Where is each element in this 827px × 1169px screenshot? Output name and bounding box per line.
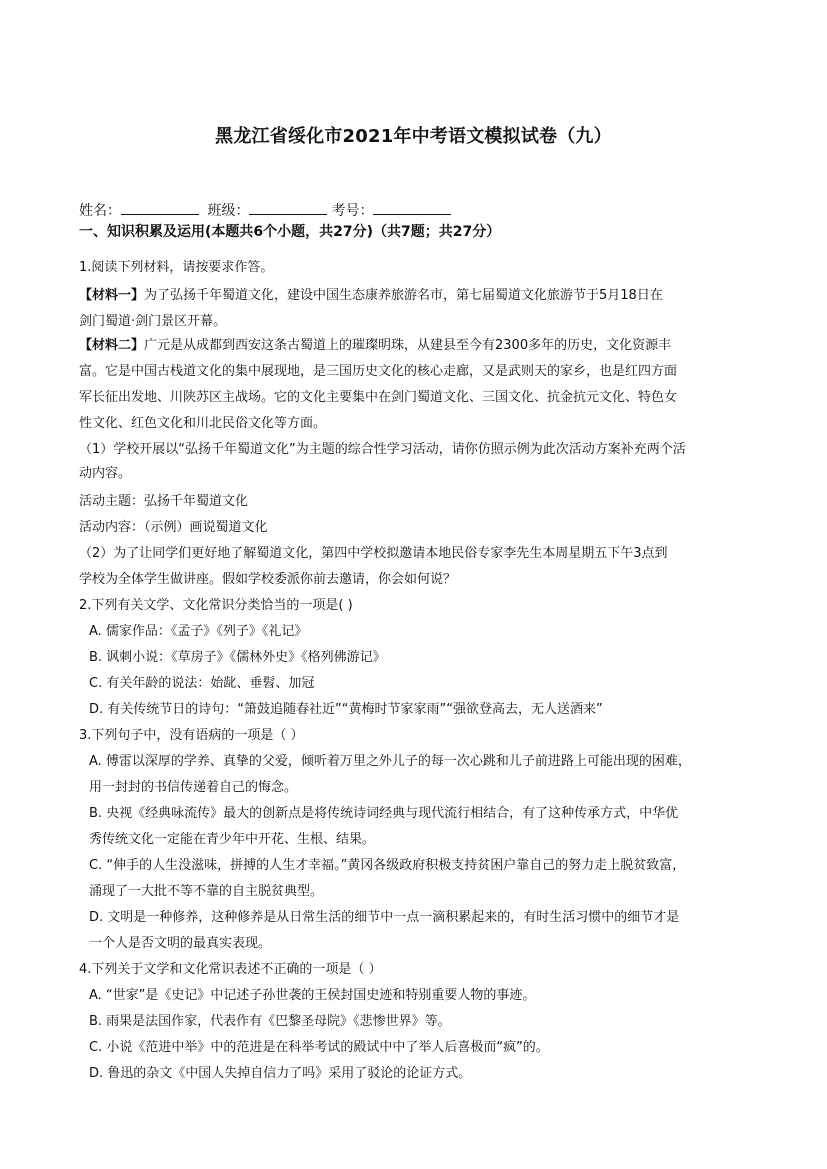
class-label: 班级： xyxy=(207,203,250,219)
material2-tag: 【材料二】 xyxy=(79,338,145,353)
q2-option-a[interactable]: A. 儒家作品：《孟子》《列子》《礼记》 xyxy=(89,624,308,639)
q3-option-d-cont: 一个人是否文明的最真实表现。 xyxy=(89,936,272,951)
material2-text: 广元是从成都到西安这条古蜀道上的璀璨明珠，从建县至今有2300多年的历史，文化资源丰 xyxy=(144,338,672,353)
q4-option-c[interactable]: C. 小说《范进中举》中的范进是在科举考试的殿试中中了举人后喜极而“疯”的。 xyxy=(89,1040,549,1055)
q1-material2-line3: 军长征出发地、川陕苏区主战场。它的文化主要集中在剑门蜀道文化、三国文化、抗金抗元文化、特色女 xyxy=(79,390,678,405)
q3-option-b[interactable]: B. 央视《经典咏流传》最大的创新点是将传统诗词经典与现代流行相结合，有了这种传承方式，中华优 xyxy=(89,806,679,821)
q3-option-b-cont: 秀传统文化一定能在青少年中开花、生根、结果。 xyxy=(89,832,376,847)
q1-part2-line1: （2）为了让同学们更好地了解蜀道文化，第四中学校拟邀请本地民俗专家李先生本周星期五下午3点到 xyxy=(79,546,668,561)
exam-no-blank[interactable] xyxy=(373,200,451,215)
q3-stem: 3.下列句子中，没有语病的一项是（ ） xyxy=(79,728,304,743)
q1-material2-line1 xyxy=(79,336,759,356)
name-label: 姓名： xyxy=(79,203,121,219)
material1-text: 为了弘扬千年蜀道文化，建设中国生态康养旅游名市，第七届蜀道文化旅游节于5月18日在 xyxy=(144,288,663,303)
q3-option-a-cont: 用一封封的书信传递着自己的悔念。 xyxy=(89,780,298,795)
q1-material1-line2: 剑门蜀道·剑门景区开幕。 xyxy=(79,314,227,329)
q3-option-c-cont: 涌现了一大批不等不靠的自主脱贫典型。 xyxy=(89,884,324,899)
section-heading: 一、知识积累及运用(本题共6个小题，共27分)（共7题；共27分） xyxy=(79,224,501,240)
q4-option-b[interactable]: B. 雨果是法国作家，代表作有《巴黎圣母院》《悲惨世界》等。 xyxy=(89,1014,451,1029)
q1-part1-line1: （1）学校开展以“弘扬千年蜀道文化”为主题的综合性学习活动，请你仿照示例为此次活动方案补充两个活 xyxy=(79,442,686,457)
q1-material2-line4: 性文化、红色文化和川北民俗文化等方面。 xyxy=(79,416,327,431)
q2-option-c[interactable]: C. 有关年龄的说法：始龀、垂髫、加冠 xyxy=(89,676,315,691)
class-blank[interactable] xyxy=(249,200,327,215)
q3-option-a[interactable]: A. 傅雷以深厚的学养、真挚的父爱，倾听着万里之外儿子的每一次心跳和儿子前进路上可能出现的困难， xyxy=(89,754,691,769)
q1-activity-content: 活动内容：（示例）画说蜀道文化 xyxy=(79,520,268,535)
q1-part2-line2: 学校为全体学生做讲座。假如学校委派你前去邀请，你会如何说？ xyxy=(79,572,457,587)
q1-activity-theme: 活动主题：弘扬千年蜀道文化 xyxy=(79,494,249,509)
student-info-row xyxy=(79,200,759,221)
q3-option-c[interactable]: C. “伸手的人生没滋味，拼搏的人生才幸福。”黄冈各级政府积极支持贫困户靠自己的努力走上脱贫致富， xyxy=(89,858,686,873)
q1-material1-line1 xyxy=(79,286,759,306)
name-blank[interactable] xyxy=(121,200,199,215)
q1-stem: 1.阅读下列材料，请按要求作答。 xyxy=(79,260,274,275)
q2-option-d[interactable]: D. 有关传统节日的诗句：“箫鼓追随春社近”“黄梅时节家家雨”“强欲登高去，无人送酒来” xyxy=(89,702,603,717)
q3-option-d[interactable]: D. 文明是一种修养，这种修养是从日常生活的细节中一点一滴积累起来的，有时生活习惯中的细节才是 xyxy=(89,910,680,925)
q4-stem: 4.下列关于文学和文化常识表述不正确的一项是（ ） xyxy=(79,962,382,977)
exam-title: 黑龙江省绥化市2021年中考语文模拟试卷（九） xyxy=(215,126,612,147)
q2-stem: 2.下列有关文学、文化常识分类恰当的一项是( ) xyxy=(79,598,353,613)
q1-material2-line2: 富。它是中国古栈道文化的集中展现地，是三国历史文化的核心走廊，又是武则天的家乡，也是红四方面 xyxy=(79,364,678,379)
material1-tag: 【材料一】 xyxy=(79,288,145,303)
q4-option-d[interactable]: D. 鲁迅的杂文《中国人失掉自信力了吗》采用了驳论的论证方式。 xyxy=(89,1066,472,1081)
exam-no-label: 考号： xyxy=(331,203,374,219)
q4-option-a[interactable]: A. “世家”是《史记》中记述子孙世袭的王侯封国史迹和特别重要人物的事迹。 xyxy=(89,988,536,1003)
q1-part1-line2: 动内容。 xyxy=(79,466,132,481)
q2-option-b[interactable]: B. 讽刺小说：《草房子》《儒林外史》《格列佛游记》 xyxy=(89,650,386,665)
